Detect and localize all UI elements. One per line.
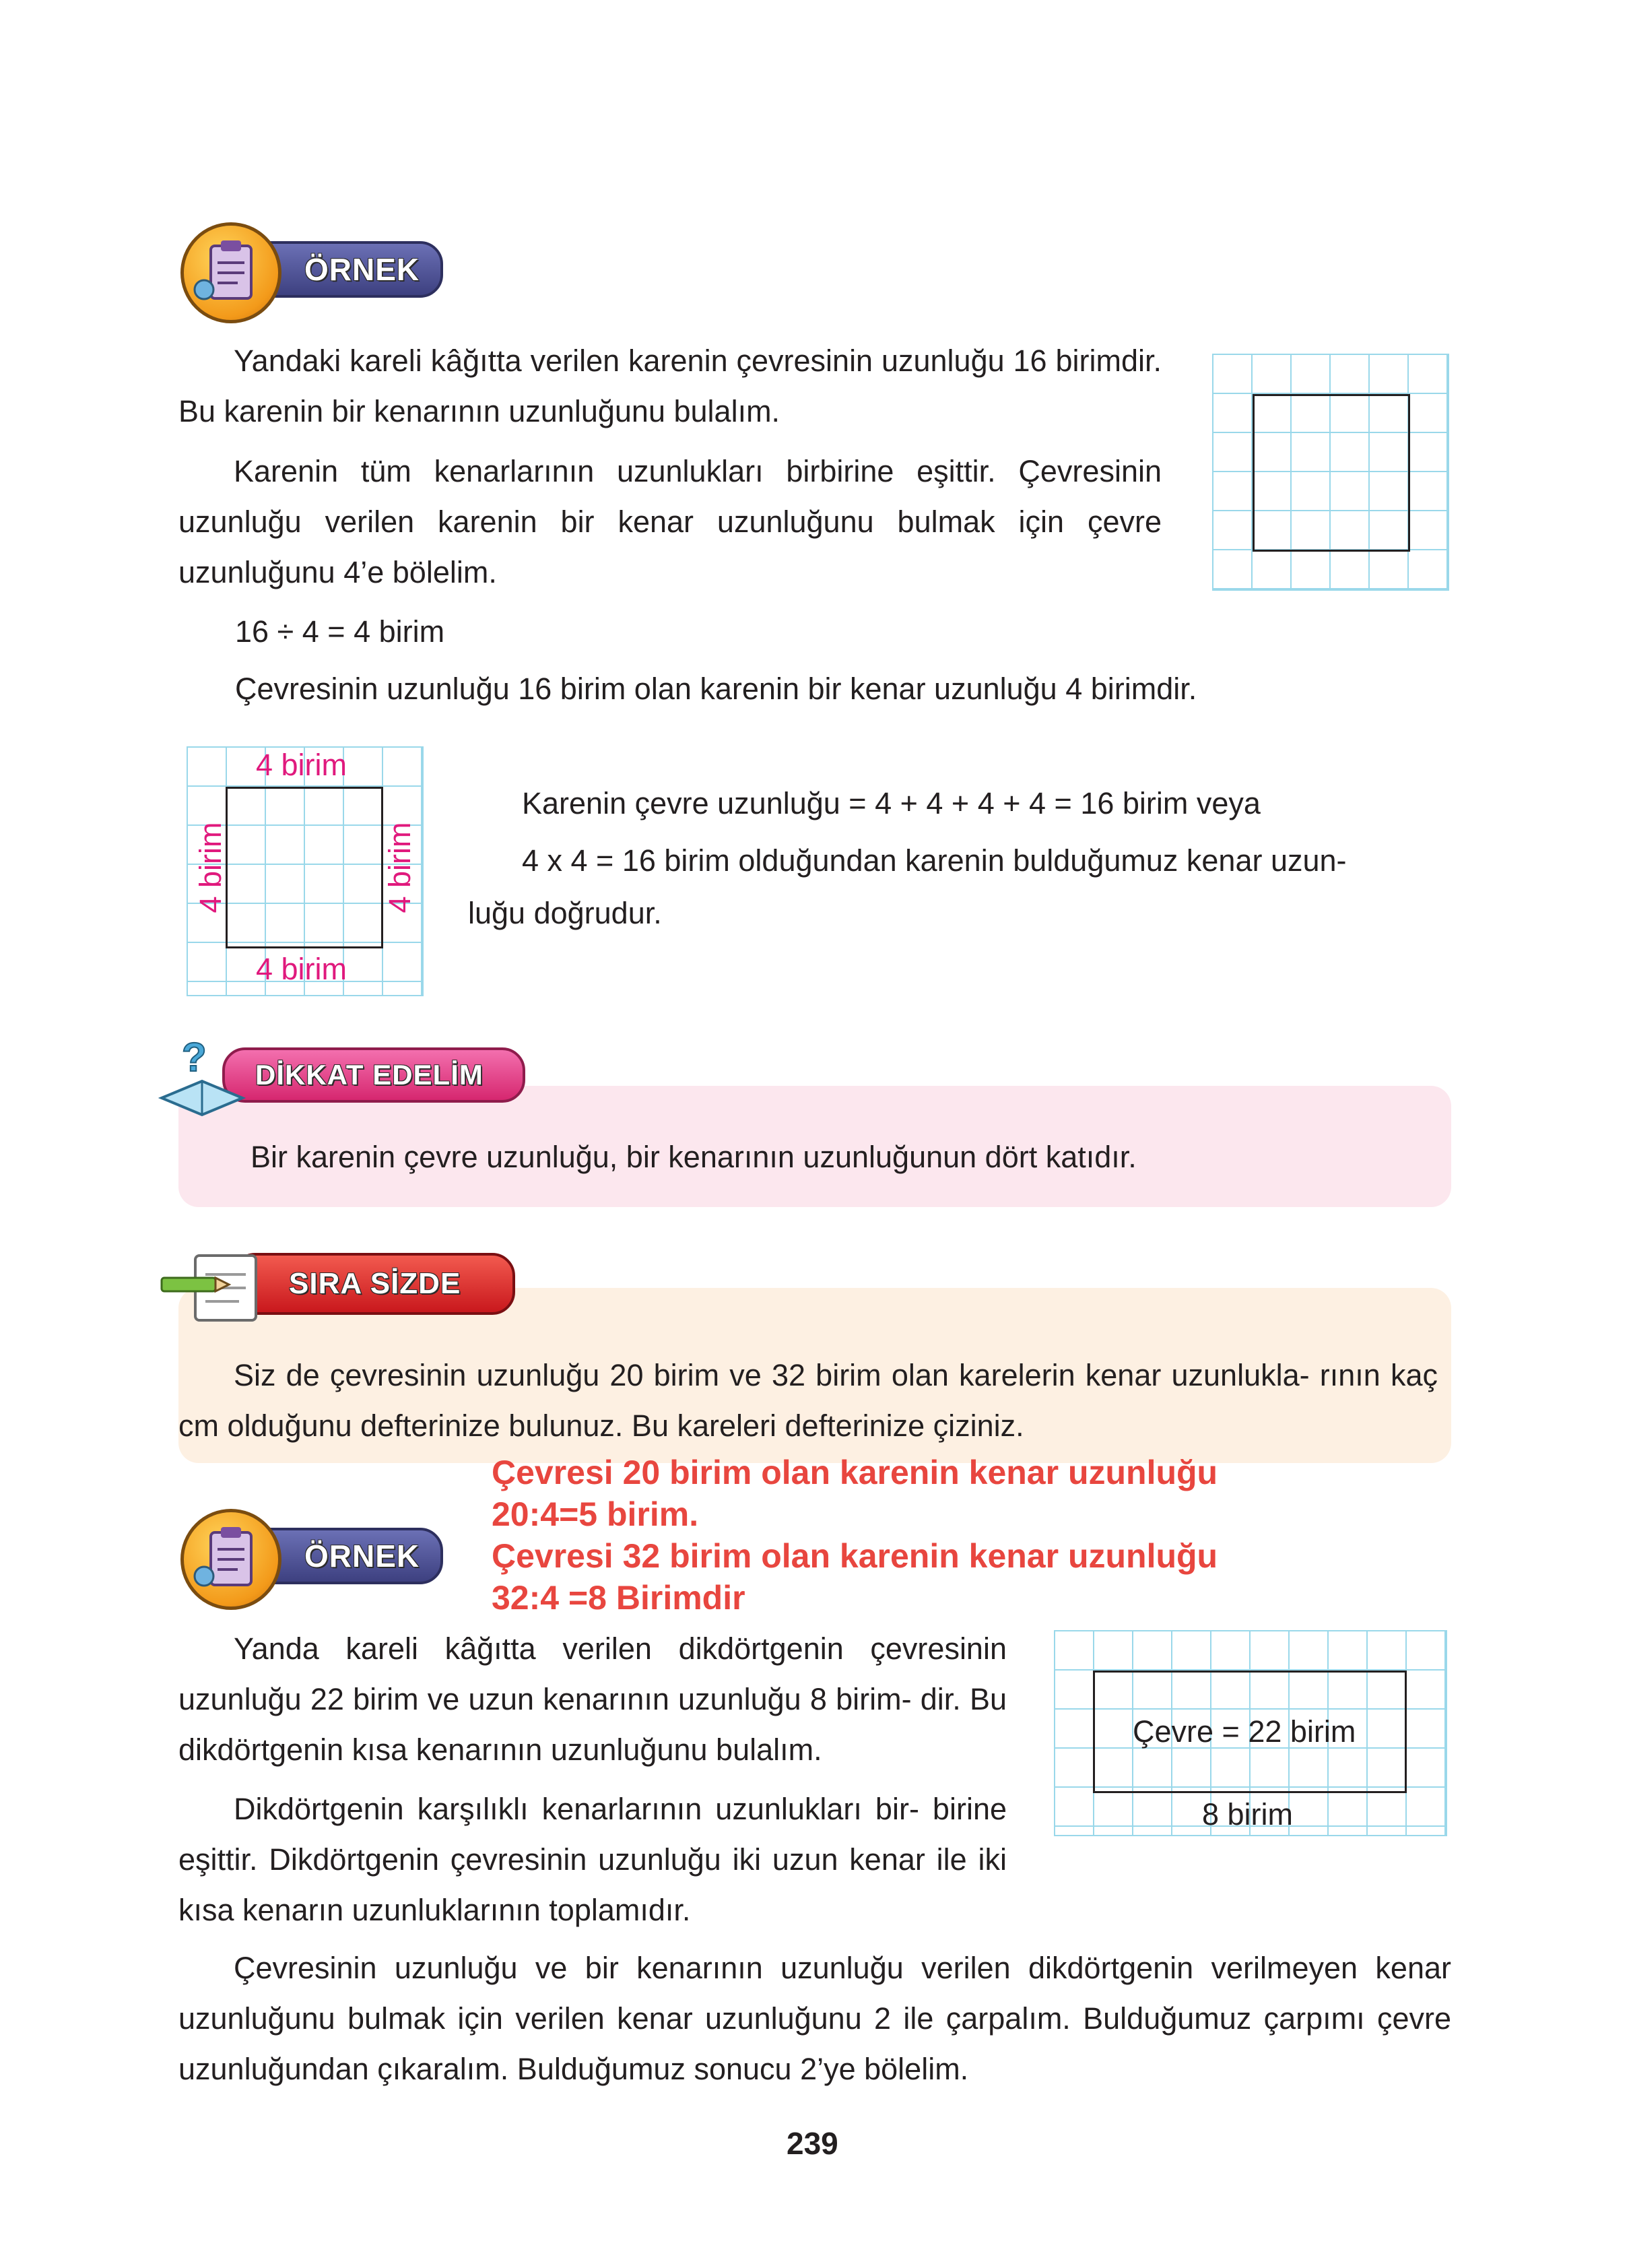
label-bottom: 4 birim — [256, 952, 347, 986]
answer-line-4: 32:4 =8 Birimdir — [492, 1579, 745, 1617]
clipboard-icon — [180, 1509, 281, 1610]
check-line-3: luğu doğrudur. — [468, 896, 662, 930]
ornek-pill: ÖRNEK — [228, 241, 443, 298]
book-question-icon — [155, 1034, 249, 1122]
check-line-2: 4 x 4 = 16 birim olduğundan karenin bulduğumuz kenar uzun- — [522, 843, 1347, 878]
example1-result: Çevresinin uzunluğu 16 birim olan karenin bir kenar uzunluğu 4 birimdir. — [235, 672, 1197, 706]
label-right: 4 birim — [382, 822, 417, 913]
division-calculation: 16 ÷ 4 = 4 birim — [235, 614, 445, 649]
answer-line-1: Çevresi 20 birim olan karenin kenar uzunluğu — [492, 1454, 1218, 1491]
page-number: 239 — [787, 2126, 838, 2161]
ornek-pill-2: ÖRNEK — [228, 1528, 443, 1584]
your-turn-badge — [158, 1241, 522, 1332]
attention-text: Bir karenin çevre uzunluğu, bir kenarının uzunluğunun dört katıdır. — [251, 1140, 1137, 1174]
your-turn-text: Siz de çevresinin uzunluğu 20 birim ve 32 birim olan karelerin kenar uzunlukla- rının kaç cm olduğunu defterinize bulunuz. Bu kareleri defterinize çiziniz. — [178, 1358, 1438, 1443]
example2-paragraph-1: Yanda kareli kâğıtta verilen dikdörtgenin çevresinin uzunluğu 22 birim ve uzun kenarının uzunluğu 8 birim- dir. Bu dikdörtgenin kısa kenarının uzunluğunu bulalım. — [178, 1631, 1007, 1767]
attention-badge — [155, 1034, 532, 1122]
example2-paragraph-3: Çevresinin uzunluğu ve bir kenarının uzunluğu verilen dikdörtgenin verilmeyen kenar uzunluğunu bulmak için verilen kenar uzunluğunu 2 ile çarpalım. Bulduğumuz çarpımı çevre uzunluğundan çıkaralım. Bulduğumuz sonucu 2’ye bölelim. — [178, 1951, 1451, 2086]
answer-line-3: Çevresi 32 birim olan karenin kenar uzunluğu — [492, 1537, 1218, 1575]
label-top: 4 birim — [256, 748, 347, 782]
square-outline — [1253, 394, 1410, 552]
check-line-1: Karenin çevre uzunluğu = 4 + 4 + 4 + 4 = 16 birim veya — [522, 786, 1261, 820]
labeled-square-outline — [226, 787, 383, 948]
example2-paragraph-2: Dikdörtgenin karşılıklı kenarlarının uzunlukları bir- birine eşittir. Dikdörtgenin çevresinin uzunluğu iki uzun kenar ile iki kısa kenarın uzunluklarının toplamıdır. — [178, 1792, 1007, 1927]
clipboard-icon — [180, 222, 281, 323]
label-left: 4 birim — [193, 822, 228, 913]
notebook-pencil-icon — [158, 1241, 273, 1332]
your-turn-pill: SIRA SİZDE — [232, 1253, 515, 1315]
answer-line-2: 20:4=5 birim. — [492, 1495, 699, 1533]
example1-paragraph-2: Karenin tüm kenarlarının uzunlukları birbirine eşittir. Çevresinin uzunluğu verilen karenin bir kenar uzunluğunu bulmak için çevre uzunluğunu 4’e bölelim. — [178, 454, 1162, 589]
attention-pill: DİKKAT EDELİM — [222, 1047, 525, 1103]
ornek-badge-2 — [180, 1509, 450, 1610]
ornek-badge — [180, 222, 450, 323]
rectangle-bottom-label: 8 birim — [1202, 1797, 1294, 1832]
square-grid-diagram — [1212, 354, 1449, 591]
svg-text:?: ? — [182, 1035, 207, 1080]
rectangle-perimeter-label: Çevre = 22 birim — [1133, 1714, 1356, 1749]
example1-paragraph-1: Yandaki kareli kâğıtta verilen karenin çevresinin uzunluğu 16 birimdir. Bu karenin bir kenarının uzunluğunu bulalım. — [178, 344, 1162, 428]
